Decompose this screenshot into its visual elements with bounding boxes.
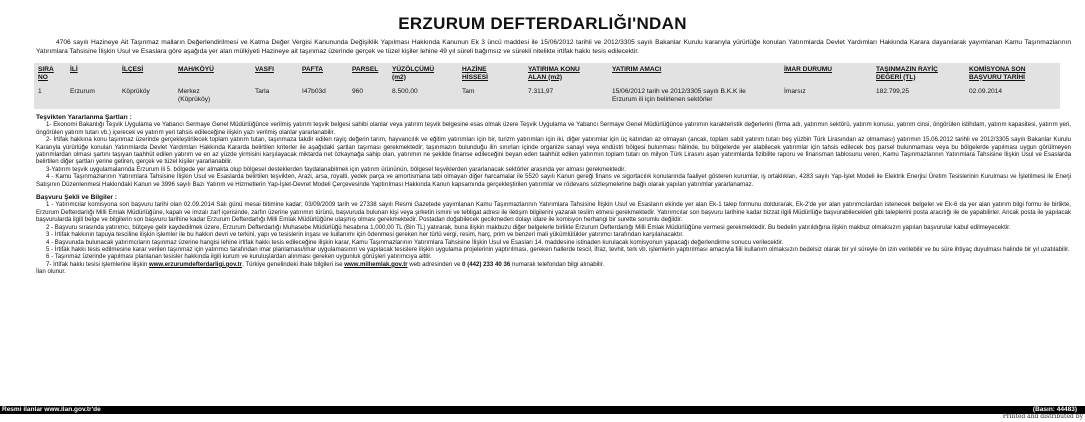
- cell-deger: 182.799,25: [876, 88, 910, 95]
- eligibility-item: 4 - Kamu Taşınmazlarının Yatırımlara Tahsisine İlişkin Usul ve Esaslarda belirtilen teşvikten, Arazi, arsa, royalti, yedek parça ve amortismana tabi olmayan diğer harcamalar ile 5520 sayılı Kanun gereği finans ve sigortacılık konularında faaliyet gösteren kurumlar, iş ortaklıkları, 4283 sayılı Yap-İşlet Modeli ile Elektrik Enerjisi Üretim Tesislerinin Kurulması ve İşletilmesi ile Enerji Satışının Düzenlenmesi Hakkındaki Kanun ve 3996 sayılı Bazı Yatırım ve Hizmetlerin Yap-İşlet-Devret Modeli Çerçevesinde Yaptırılması Hakkında Kanun kapsamında gerçekleştirilen yatırımlar ve rödevans sözleşmelerine bağlı olarak yapılan yatırımlar yararlanamaz.: [36, 173, 1071, 188]
- cell-son-tarih: 02.09.2014: [969, 88, 1003, 95]
- col-header-imar: İMAR DURUMU: [784, 66, 832, 73]
- col-header-ilce: İLÇESİ: [122, 66, 144, 73]
- col-header-deger: TAŞINMAZIN RAYİÇ DEĞERİ (TL): [876, 66, 938, 81]
- col-header-hisse: HAZİNE HİSSESİ: [462, 66, 489, 81]
- property-table: [34, 63, 1060, 109]
- contact-text-mid: , Türkiye genelindeki ihale bilgileri ise: [242, 260, 345, 268]
- cell-imar: İmarsız: [784, 88, 806, 95]
- eligibility-item: 2- İrtifak hakkına konu taşınmaz üzerinde gerçekleştirilecek toplam yatırım tutarı, taşınmaza takdir edilen rayiç değerin tarım, hayvancılık ve eğitim yatırımları için bir, turizm yatırımları için iki, diğer yatırımlar için üç katından az olmayan (ancak, toplam sabit yatırım tutarı beş yüzbin Türk Lirasından az olmaması) yatırımın 15.06.2012 tarihli ve 2012/3305 sayılı Bakanlar Kurulu Kararıyla yürürlüğe konulan Yatırımlarda Devlet Yardımları Hakkında Kararda belirtilen kriterler ile aşağıdaki şartları taşıması gerekmektedir; taşınmazın bulunduğu ilin sınırları içinde organize sanayi veya endüstri bölgesi bulunması hâlinde, bu bölgelerde yer alabilecek yatırımlar için tahsis edilecek boş parsel bulunmaması veya bu bölgelerde yapılması uygun görülmeyen yatırımlardan olması şartını taşıyan taahhüt edilen yatırım ve en az yüzde yirmisini karşılayacak miktarda net özkaynağa sahip olan, yatırımın ne şekilde finanse edileceğini beyan eden taahhüt edilen yatırımın toplam tutarı on milyon Türk Lirasını aşan yatırımlarda fizibilite raporu ve finansman tablosunu veren, Kamu Taşınmazlarının Yatırımlara Tahsisine İlişkin Usul ve Esaslarda belirtilen diğer şartları yerine getiren, gerçek ve tüzel kişiler yararlanabilir.: [36, 136, 1071, 166]
- application-item: 5 - İrtifak hakkı tesis edilmesine karar verilen taşınmaz için yatırımcı tarafından imar planlaması/imar uygulamasının ve yapılacak tesislere ilişkin uygulama projelerinin yaptırılması, gereken hallerde tescil, ifraz, tevhit, terk vb. işlemlerin yaptırılması amacıyla fiili kullanım olmaksızın bedelsiz olarak bir yıl süreyle ön izin verilebilir ve bu süre ihtiyaç duyulması halinde bir yıl uzatılabilir.: [46, 245, 1070, 253]
- closing-line: İlan olunur.: [36, 268, 66, 276]
- col-header-son-tarih: KOMİSYONA SON BAŞVURU TARİHİ: [969, 66, 1026, 81]
- application-item: 2 - Başvuru sırasında yatırımcı, bütçeye gelir kaydedilmek üzere, Erzurum Defterdarlığı Muhasebe Müdürlüğü hesabına 1.000,00 TL (Bin TL) yatırarak, buna ilişkin makbuzu diğer belgelerle birlikte Erzurum Defterdarlığı Milli Emlak Müdürlüğüne vermesi gerekmektedir. Bu bedelin yatırıldığına ilişkin makbuz olmaksızın yapılan başvurular kabul edilmeyecektir.: [46, 223, 1011, 231]
- col-header-amac: YATIRIM AMACI: [612, 66, 662, 73]
- cell-il: Erzurum: [70, 88, 95, 95]
- footer-press-number: (Basın: 44483): [1032, 406, 1077, 413]
- col-header-parsel: PARSEL: [352, 66, 379, 73]
- application-item: 1 - Yatırımcılar komisyona son başvuru tarihi olan 02.09.2014 Salı günü mesai bitimine kadar; 03/09/2009 tarih ve 27338 sayılı Resmi Gazetede yayımlanan Kamu Taşınmazlarının Yatırımlara Tahsisine İlişkin Usul ve Esasların ekinde yer alan Ek-1 talep formunu doldurarak, Ek-2'de yer alan yatırımcılardan istenecek belgeler ve Ek-6 da yer alan yatırım bilgi formu ile birlikte, Erzurum Defterdarlığı Milli Emlak Müdürlüğüne, kapalı ve imzalı zarf içerisinde, zarfın üzerine yatırımın türünü, başvuruda bulunan kişi veya şirketin ismini ve tebligat adresi ile iletişim bilgilerini yazarak teslim etmesi gerekmektedir. Yatırımcılar son başvuru tarihine kadar bizzat ilgili Müdürlüğe başvurabilecekleri gibi taleplerini posta aracılığı ile de yapabilirler. Ancak posta ile yapılacak başvurularda ilgili belge ve bilgilerin son başvuru tarihine kadar Erzurum Defterdarlığı Milli Emlak Müdürlüğüne ulaşmış olması gerekmektedir. Postadan doğabilecek gecikmeden dolayı idare ile komisyon herhangi bir surette sorumlu değildir.: [36, 201, 1071, 224]
- milliemlak-website-link[interactable]: www.millıemlak.gov.tr: [344, 260, 408, 268]
- cell-parsel: 960: [352, 88, 364, 95]
- cell-yuzolcum: 8.500,00: [392, 88, 418, 95]
- application-item: 6 - Taşınmaz üzerinde yapılması planlanan tesisler hakkında ilgili kurum ve kuruluşlardan alınması gereken uygunluk görüşleri yatırımcıya aittir.: [46, 253, 432, 261]
- notice-title: ERZURUM DEFTERDARLIĞI'NDAN: [398, 14, 687, 33]
- col-header-sira: SIRA NO: [38, 66, 54, 81]
- col-header-yatirim-alan: YATIRIMA KONU ALAN (m2): [528, 66, 580, 81]
- cell-sira: 1: [38, 88, 42, 95]
- contact-text-suffix: numaralı telefondan bilgi alınabilir.: [510, 260, 605, 268]
- col-header-il: İLİ: [70, 66, 78, 73]
- notice-intro: 4706 sayılı Hazineye Ait Taşınmaz malların Değerlendirilmesi ve Katma Değer Vergisi Kanununda Değişiklik Yapılması Hakkında Kanunun Ek 3 üncü maddesi ile 15/06/2012 tarihli ve 2012/3305 sayılı Bakanlar Kurulu kararıyla yürürlüğe konulan Yatırımlarda Devlet Yardımları Hakkında Karara dayanılarak yayımlanan Kamu Taşınmazlarının Yatırımlara Tahsisine İlişkin Usul ve Esaslara göre aşağıda yer alan mülkiyeti Hazineye ait taşınmaz üzerinde gerçek ve tüzel kişiler lehine 49 yıl süreli bağımsız ve sürekli nitelikte irtifak hakkı tesis edilecektir.: [36, 39, 1071, 55]
- application-item-contact: [36, 261, 1071, 268]
- section-heading-eligibility: Teşvikten Yararlanma Şartları :: [36, 114, 132, 121]
- defterdarlik-website-link[interactable]: www.erzurumdefterdarligi.gov.tr: [148, 260, 243, 268]
- footer-ilan-link[interactable]: Resmi ilanlar www.ilan.gov.tr'de: [2, 406, 101, 413]
- eligibility-item: 3-Yatırım teşvik uygulamalarında Erzurum ili 5. bölgede yer almakta olup bölgesel desteklerden faydalanabilmek için yatırım ürününün, bölgesel teşviklerden yararlanacak sektörler arasında yer alması gerekmektedir.: [46, 165, 626, 173]
- col-header-pafta: PAFTA: [302, 66, 323, 73]
- cell-amac: 15/06/2012 tarih ve 2012/3305 sayılı B.K.K ile Erzurum ili için belirlenen sektörler: [612, 88, 746, 103]
- application-item: 3 - İrtifak hakkının tapuya tesciline ilişkin işlemler ile bu hakkın devri ve terkini, yapı ve tesislerin inşası ve kullanımı için ödenmesi gereken her türlü vergi, resim, harç, prim ve benzeri mali yükümlülükler yatırımcı tarafından karşılanacaktır.: [46, 231, 684, 239]
- cell-hisse: Tam: [462, 88, 475, 95]
- cell-mahalle: Merkez (Köprüköy): [178, 88, 211, 103]
- notice-body: [36, 113, 1071, 276]
- footer-bar: [0, 406, 1085, 414]
- col-header-vasfi: VASFI: [255, 66, 274, 73]
- cell-vasfi: Tarla: [255, 88, 270, 95]
- col-header-yuzolcum: YÜZÖLÇÜMÜ (m2): [392, 66, 435, 81]
- cell-ilce: Köprüköy: [122, 88, 150, 95]
- col-header-mahalle: MAH/KÖYÜ: [178, 66, 214, 73]
- cell-pafta: I47b03d: [302, 88, 326, 95]
- contact-text-prefix: 7- İrtifak hakkı tesisi işlemlerine ilişkin: [46, 260, 149, 268]
- print-stamp: Printed and distributed by: [1002, 413, 1083, 420]
- cell-yatirim-alan: 7.311,97: [528, 88, 554, 95]
- eligibility-item: 1- Ekonomi Bakanlığı Teşvik Uygulama ve Yabancı Sermaye Genel Müdürlüğünce verilmiş yatırım teşvik belgesi sahibi olanlar veya yatırım teşvik belgesine esas olmak üzere Teşvik Uygulama ve Yabancı Sermaye Genel Müdürlüğünce yatırımın karakteristik değerlerini (firma adı, yatırımın sektörü, yatırım konusu, yatırım cinsi, öngörülen istihdam, yatırım kapasitesi, yatırım yeri, öngörülen yatırım tutarı vb.) içerecek ve yatırım yeri tahsis edileceğine ilişkin yazı verilmiş olanlar yararlanabilir.: [36, 121, 1071, 136]
- application-item: 4 - Başvuruda bulunacak yatırımcıların taşınmaz üzerine hangisi lehine irtifak hakkı tesis edileceğine ilişkin karar, Kamu Taşınmazlarının Yatırımlara Tahsisine İlişkin Usul ve Esasları 14. maddesine istinaden kurulacak komisyonun yapacağı değerlendirme sonucu verilecektir.: [46, 238, 784, 246]
- section-heading-application: Başvuru Şekli ve Bilgiler :: [36, 194, 117, 202]
- phone-number: 0 (442) 233 40 36: [462, 260, 511, 268]
- contact-text-mid2: web adresinden ve: [407, 260, 463, 268]
